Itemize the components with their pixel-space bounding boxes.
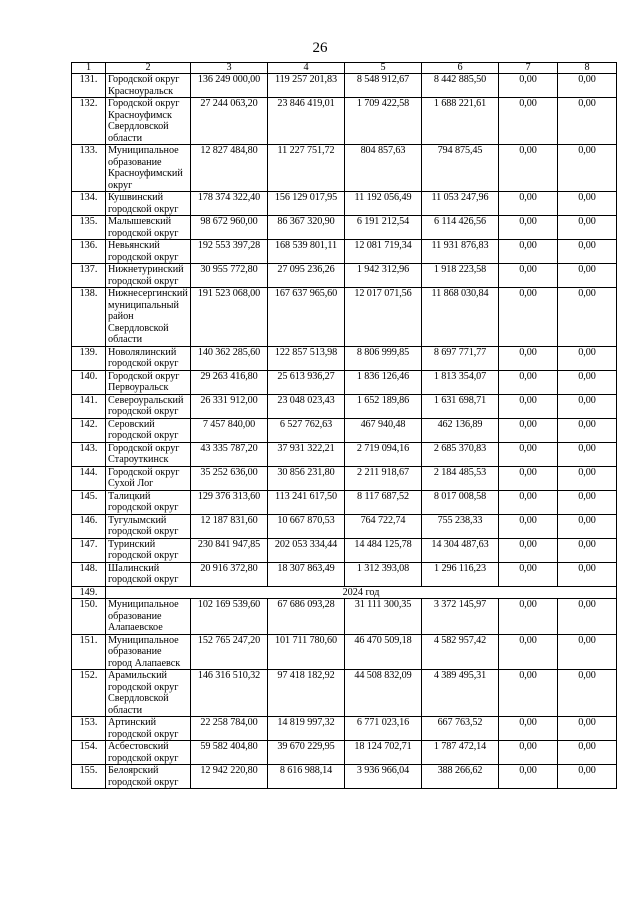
amount-cell: 794 875,45	[422, 145, 499, 192]
amount-cell: 191 523 068,00	[191, 288, 268, 347]
amount-cell: 86 367 320,90	[268, 216, 345, 240]
municipality-name: Новолялинский городской округ	[106, 346, 191, 370]
amount-cell: 8 117 687,52	[345, 490, 422, 514]
table-row	[72, 264, 617, 288]
amount-cell: 0,00	[558, 717, 617, 741]
amount-cell: 0,00	[558, 562, 617, 586]
amount-cell: 11 053 247,96	[422, 192, 499, 216]
amount-cell: 113 241 617,50	[268, 490, 345, 514]
amount-cell: 23 048 023,43	[268, 394, 345, 418]
row-number: 144.	[72, 466, 106, 490]
amount-cell: 1 312 393,08	[345, 562, 422, 586]
column-header: 6	[422, 63, 499, 74]
amount-cell: 0,00	[499, 346, 558, 370]
column-header: 1	[72, 63, 106, 74]
municipality-name: Белоярский городской округ	[106, 765, 191, 789]
amount-cell: 1 942 312,96	[345, 264, 422, 288]
amount-cell: 0,00	[558, 741, 617, 765]
amount-cell: 18 307 863,49	[268, 562, 345, 586]
municipality-name: Серовский городской округ	[106, 418, 191, 442]
table-row	[72, 418, 617, 442]
row-number: 134.	[72, 192, 106, 216]
municipality-name: Артинский городской округ	[106, 717, 191, 741]
amount-cell: 152 765 247,20	[191, 634, 268, 670]
amount-cell: 168 539 801,11	[268, 240, 345, 264]
amount-cell: 25 613 936,27	[268, 370, 345, 394]
amount-cell: 27 244 063,20	[191, 98, 268, 145]
row-number: 155.	[72, 765, 106, 789]
amount-cell: 0,00	[499, 288, 558, 347]
table-row	[72, 599, 617, 635]
amount-cell: 14 484 125,78	[345, 538, 422, 562]
amount-cell: 0,00	[499, 741, 558, 765]
amount-cell: 388 266,62	[422, 765, 499, 789]
table-row	[72, 717, 617, 741]
amount-cell: 8 806 999,85	[345, 346, 422, 370]
amount-cell: 102 169 539,60	[191, 599, 268, 635]
amount-cell: 0,00	[499, 216, 558, 240]
amount-cell: 146 316 510,32	[191, 670, 268, 717]
amount-cell: 178 374 322,40	[191, 192, 268, 216]
amount-cell: 0,00	[558, 394, 617, 418]
amount-cell: 12 081 719,34	[345, 240, 422, 264]
amount-cell: 39 670 229,95	[268, 741, 345, 765]
table-row	[72, 240, 617, 264]
amount-cell: 0,00	[499, 145, 558, 192]
amount-cell: 18 124 702,71	[345, 741, 422, 765]
amount-cell: 0,00	[558, 145, 617, 192]
municipality-name: Тугулымский городской округ	[106, 514, 191, 538]
amount-cell: 0,00	[558, 370, 617, 394]
row-number: 149.	[72, 586, 106, 599]
row-number: 138.	[72, 288, 106, 347]
amount-cell: 167 637 965,60	[268, 288, 345, 347]
municipality-name: Малышевский городской округ	[106, 216, 191, 240]
municipality-name: Городской округ Первоуральск	[106, 370, 191, 394]
municipality-name: Городской округ Красноуфимск Свердловской области	[106, 98, 191, 145]
amount-cell: 6 771 023,16	[345, 717, 422, 741]
amount-cell: 12 187 831,60	[191, 514, 268, 538]
amount-cell: 2 211 918,67	[345, 466, 422, 490]
row-number: 148.	[72, 562, 106, 586]
amount-cell: 467 940,48	[345, 418, 422, 442]
amount-cell: 0,00	[558, 418, 617, 442]
table-row	[72, 288, 617, 347]
amount-cell: 8 697 771,77	[422, 346, 499, 370]
row-number: 146.	[72, 514, 106, 538]
amount-cell: 0,00	[558, 98, 617, 145]
amount-cell: 8 442 885,50	[422, 74, 499, 98]
amount-cell: 4 582 957,42	[422, 634, 499, 670]
amount-cell: 14 304 487,63	[422, 538, 499, 562]
amount-cell: 0,00	[558, 514, 617, 538]
amount-cell: 1 688 221,61	[422, 98, 499, 145]
amount-cell: 101 711 780,60	[268, 634, 345, 670]
amount-cell: 0,00	[558, 599, 617, 635]
amount-cell: 29 263 416,80	[191, 370, 268, 394]
amount-cell: 27 095 236,26	[268, 264, 345, 288]
amount-cell: 140 362 285,60	[191, 346, 268, 370]
amount-cell: 667 763,52	[422, 717, 499, 741]
amount-cell: 11 931 876,83	[422, 240, 499, 264]
amount-cell: 0,00	[558, 240, 617, 264]
table-row	[72, 670, 617, 717]
amount-cell: 6 527 762,63	[268, 418, 345, 442]
column-header: 4	[268, 63, 345, 74]
year-row	[72, 586, 617, 599]
amount-cell: 26 331 912,00	[191, 394, 268, 418]
row-number: 143.	[72, 442, 106, 466]
table-row	[72, 98, 617, 145]
amount-cell: 0,00	[499, 634, 558, 670]
table-row	[72, 216, 617, 240]
amount-cell: 7 457 840,00	[191, 418, 268, 442]
amount-cell: 0,00	[558, 288, 617, 347]
amount-cell: 10 667 870,53	[268, 514, 345, 538]
amount-cell: 0,00	[499, 490, 558, 514]
year-label: 2024 год	[106, 586, 617, 599]
amount-cell: 0,00	[499, 466, 558, 490]
amount-cell: 0,00	[499, 538, 558, 562]
amount-cell: 6 191 212,54	[345, 216, 422, 240]
amount-cell: 0,00	[499, 370, 558, 394]
amount-cell: 119 257 201,83	[268, 74, 345, 98]
municipality-name: Арамильский городской округ Свердловской области	[106, 670, 191, 717]
amount-cell: 0,00	[499, 562, 558, 586]
municipality-name: Муниципальное образование Красноуфимский округ	[106, 145, 191, 192]
amount-cell: 230 841 947,85	[191, 538, 268, 562]
page-number: 26	[312, 40, 328, 56]
table-row	[72, 514, 617, 538]
column-header: 8	[558, 63, 617, 74]
amount-cell: 46 470 509,18	[345, 634, 422, 670]
row-number: 154.	[72, 741, 106, 765]
amount-cell: 0,00	[558, 192, 617, 216]
amount-cell: 30 955 772,80	[191, 264, 268, 288]
amount-cell: 0,00	[499, 717, 558, 741]
budget-table	[71, 62, 617, 789]
amount-cell: 12 017 071,56	[345, 288, 422, 347]
amount-cell: 0,00	[558, 538, 617, 562]
row-number: 140.	[72, 370, 106, 394]
amount-cell: 14 819 997,32	[268, 717, 345, 741]
amount-cell: 1 787 472,14	[422, 741, 499, 765]
municipality-name: Североуральский городской округ	[106, 394, 191, 418]
table-row	[72, 634, 617, 670]
amount-cell: 4 389 495,31	[422, 670, 499, 717]
amount-cell: 31 111 300,35	[345, 599, 422, 635]
table-row	[72, 466, 617, 490]
row-number: 131.	[72, 74, 106, 98]
amount-cell: 755 238,33	[422, 514, 499, 538]
row-number: 153.	[72, 717, 106, 741]
amount-cell: 67 686 093,28	[268, 599, 345, 635]
column-header: 7	[499, 63, 558, 74]
municipality-name: Городской округ Красноуральск	[106, 74, 191, 98]
amount-cell: 0,00	[499, 74, 558, 98]
municipality-name: Муниципальное образование Алапаевское	[106, 599, 191, 635]
municipality-name: Асбестовский городской округ	[106, 741, 191, 765]
table-row	[72, 145, 617, 192]
row-number: 136.	[72, 240, 106, 264]
amount-cell: 0,00	[558, 670, 617, 717]
amount-cell: 11 192 056,49	[345, 192, 422, 216]
amount-cell: 0,00	[499, 670, 558, 717]
table-row	[72, 192, 617, 216]
amount-cell: 1 813 354,07	[422, 370, 499, 394]
table-row	[72, 490, 617, 514]
amount-cell: 59 582 404,80	[191, 741, 268, 765]
amount-cell: 3 936 966,04	[345, 765, 422, 789]
amount-cell: 0,00	[558, 74, 617, 98]
row-number: 135.	[72, 216, 106, 240]
row-number: 147.	[72, 538, 106, 562]
municipality-name: Талицкий городской округ	[106, 490, 191, 514]
municipality-name: Невьянский городской округ	[106, 240, 191, 264]
municipality-name: Городской округ Староуткинск	[106, 442, 191, 466]
amount-cell: 22 258 784,00	[191, 717, 268, 741]
municipality-name: Туринский городской округ	[106, 538, 191, 562]
amount-cell: 1 296 116,23	[422, 562, 499, 586]
amount-cell: 1 918 223,58	[422, 264, 499, 288]
amount-cell: 1 709 422,58	[345, 98, 422, 145]
row-number: 145.	[72, 490, 106, 514]
amount-cell: 35 252 636,00	[191, 466, 268, 490]
amount-cell: 0,00	[558, 346, 617, 370]
table-row	[72, 562, 617, 586]
amount-cell: 43 335 787,20	[191, 442, 268, 466]
amount-cell: 0,00	[558, 466, 617, 490]
amount-cell: 0,00	[558, 442, 617, 466]
amount-cell: 0,00	[499, 418, 558, 442]
amount-cell: 0,00	[499, 765, 558, 789]
amount-cell: 764 722,74	[345, 514, 422, 538]
amount-cell: 202 053 334,44	[268, 538, 345, 562]
amount-cell: 136 249 000,00	[191, 74, 268, 98]
row-number: 142.	[72, 418, 106, 442]
amount-cell: 98 672 960,00	[191, 216, 268, 240]
amount-cell: 1 652 189,86	[345, 394, 422, 418]
table-row	[72, 370, 617, 394]
amount-cell: 20 916 372,80	[191, 562, 268, 586]
amount-cell: 804 857,63	[345, 145, 422, 192]
amount-cell: 23 846 419,01	[268, 98, 345, 145]
amount-cell: 2 719 094,16	[345, 442, 422, 466]
amount-cell: 2 184 485,53	[422, 466, 499, 490]
amount-cell: 0,00	[558, 264, 617, 288]
amount-cell: 3 372 145,97	[422, 599, 499, 635]
amount-cell: 97 418 182,92	[268, 670, 345, 717]
row-number: 137.	[72, 264, 106, 288]
municipality-name: Кушвинский городской округ	[106, 192, 191, 216]
row-number: 152.	[72, 670, 106, 717]
amount-cell: 0,00	[499, 240, 558, 264]
amount-cell: 12 942 220,80	[191, 765, 268, 789]
row-number: 141.	[72, 394, 106, 418]
amount-cell: 6 114 426,56	[422, 216, 499, 240]
amount-cell: 129 376 313,60	[191, 490, 268, 514]
table-row	[72, 538, 617, 562]
amount-cell: 8 017 008,58	[422, 490, 499, 514]
amount-cell: 0,00	[499, 394, 558, 418]
table-row	[72, 765, 617, 789]
amount-cell: 0,00	[558, 216, 617, 240]
table-row	[72, 346, 617, 370]
column-header: 2	[106, 63, 191, 74]
row-number: 150.	[72, 599, 106, 635]
table-row	[72, 442, 617, 466]
amount-cell: 0,00	[499, 599, 558, 635]
municipality-name: Муниципальное образование город Алапаевск	[106, 634, 191, 670]
table-row	[72, 394, 617, 418]
municipality-name: Нижнесергинский муниципальный район Свердловской области	[106, 288, 191, 347]
row-number: 132.	[72, 98, 106, 145]
amount-cell: 2 685 370,83	[422, 442, 499, 466]
amount-cell: 0,00	[558, 765, 617, 789]
amount-cell: 1 836 126,46	[345, 370, 422, 394]
amount-cell: 0,00	[499, 264, 558, 288]
row-number: 139.	[72, 346, 106, 370]
municipality-name: Шалинский городской округ	[106, 562, 191, 586]
amount-cell: 0,00	[558, 490, 617, 514]
municipality-name: Городской округ Сухой Лог	[106, 466, 191, 490]
amount-cell: 0,00	[499, 514, 558, 538]
amount-cell: 12 827 484,80	[191, 145, 268, 192]
amount-cell: 37 931 322,21	[268, 442, 345, 466]
amount-cell: 462 136,89	[422, 418, 499, 442]
amount-cell: 0,00	[499, 442, 558, 466]
column-header: 5	[345, 63, 422, 74]
amount-cell: 1 631 698,71	[422, 394, 499, 418]
amount-cell: 8 548 912,67	[345, 74, 422, 98]
amount-cell: 122 857 513,98	[268, 346, 345, 370]
amount-cell: 11 227 751,72	[268, 145, 345, 192]
row-number: 151.	[72, 634, 106, 670]
table-row	[72, 74, 617, 98]
column-header: 3	[191, 63, 268, 74]
amount-cell: 156 129 017,95	[268, 192, 345, 216]
amount-cell: 11 868 030,84	[422, 288, 499, 347]
amount-cell: 0,00	[499, 98, 558, 145]
row-number: 133.	[72, 145, 106, 192]
municipality-name: Нижнетуринский городской округ	[106, 264, 191, 288]
column-number-row	[72, 63, 617, 74]
amount-cell: 0,00	[499, 192, 558, 216]
amount-cell: 8 616 988,14	[268, 765, 345, 789]
amount-cell: 44 508 832,09	[345, 670, 422, 717]
table-row	[72, 741, 617, 765]
amount-cell: 0,00	[558, 634, 617, 670]
amount-cell: 192 553 397,28	[191, 240, 268, 264]
amount-cell: 30 856 231,80	[268, 466, 345, 490]
